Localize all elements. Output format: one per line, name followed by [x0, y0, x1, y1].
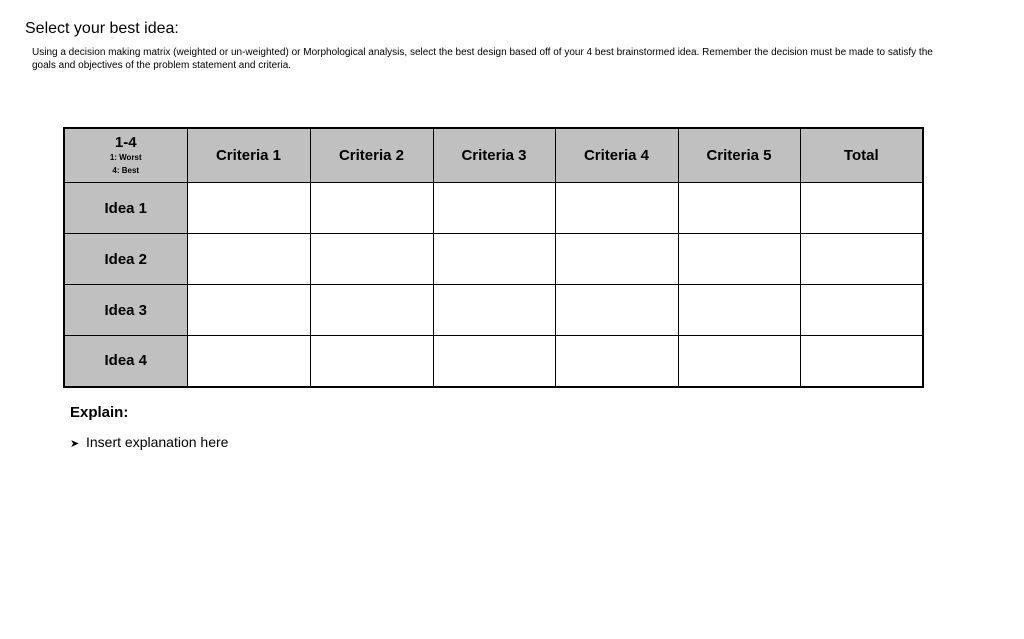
score-cell[interactable] [555, 285, 678, 336]
score-cell[interactable] [310, 234, 433, 285]
total-cell[interactable] [800, 234, 923, 285]
scale-worst-note: 1: Worst [109, 153, 142, 162]
instructions-text: Using a decision making matrix (weighted or un-weighted) or Morphological analysis, select the best design based off of your 4 best brainstormed idea. Remember the decision must be made to satisfy the goals and objectives of the problem statement and criteria. [32, 47, 933, 71]
score-cell[interactable] [678, 234, 800, 285]
score-cell[interactable] [678, 336, 800, 387]
scale-header-cell [64, 128, 187, 183]
column-header-criteria-4: Criteria 4 [555, 128, 678, 183]
row-header-idea-3: Idea 3 [64, 285, 187, 336]
score-cell[interactable] [433, 234, 555, 285]
scale-best-note: 4: Best [112, 166, 140, 175]
column-header-criteria-5: Criteria 5 [678, 128, 800, 183]
score-cell[interactable] [310, 285, 433, 336]
total-cell[interactable] [800, 285, 923, 336]
score-cell[interactable] [678, 285, 800, 336]
score-cell[interactable] [433, 285, 555, 336]
page-title: Select your best idea: [25, 20, 179, 37]
score-cell[interactable] [678, 183, 800, 234]
explanation-bullet[interactable] [70, 433, 228, 453]
score-cell[interactable] [433, 336, 555, 387]
score-cell[interactable] [187, 183, 310, 234]
table-row [64, 285, 923, 336]
explain-label: Explain: [70, 404, 129, 421]
column-header-criteria-2: Criteria 2 [310, 128, 433, 183]
row-header-idea-2: Idea 2 [64, 234, 187, 285]
header-row [64, 128, 923, 183]
row-header-idea-1: Idea 1 [64, 183, 187, 234]
total-cell[interactable] [800, 336, 923, 387]
column-header-criteria-3: Criteria 3 [433, 128, 555, 183]
score-cell[interactable] [187, 336, 310, 387]
table-row [64, 183, 923, 234]
arrowhead-bullet-icon: ➤ [70, 438, 80, 450]
scale-title: 1-4 [114, 134, 137, 151]
score-cell[interactable] [310, 336, 433, 387]
column-header-criteria-1: Criteria 1 [187, 128, 310, 183]
score-cell[interactable] [555, 336, 678, 387]
table-row [64, 336, 923, 387]
decision-matrix-table [63, 127, 924, 388]
score-cell[interactable] [187, 234, 310, 285]
table-row [64, 234, 923, 285]
row-header-idea-4: Idea 4 [64, 336, 187, 387]
explanation-text[interactable]: Insert explanation here [86, 434, 229, 450]
score-cell[interactable] [310, 183, 433, 234]
total-cell[interactable] [800, 183, 923, 234]
score-cell[interactable] [187, 285, 310, 336]
column-header-total: Total [800, 128, 923, 183]
score-cell[interactable] [555, 183, 678, 234]
score-cell[interactable] [555, 234, 678, 285]
score-cell[interactable] [433, 183, 555, 234]
